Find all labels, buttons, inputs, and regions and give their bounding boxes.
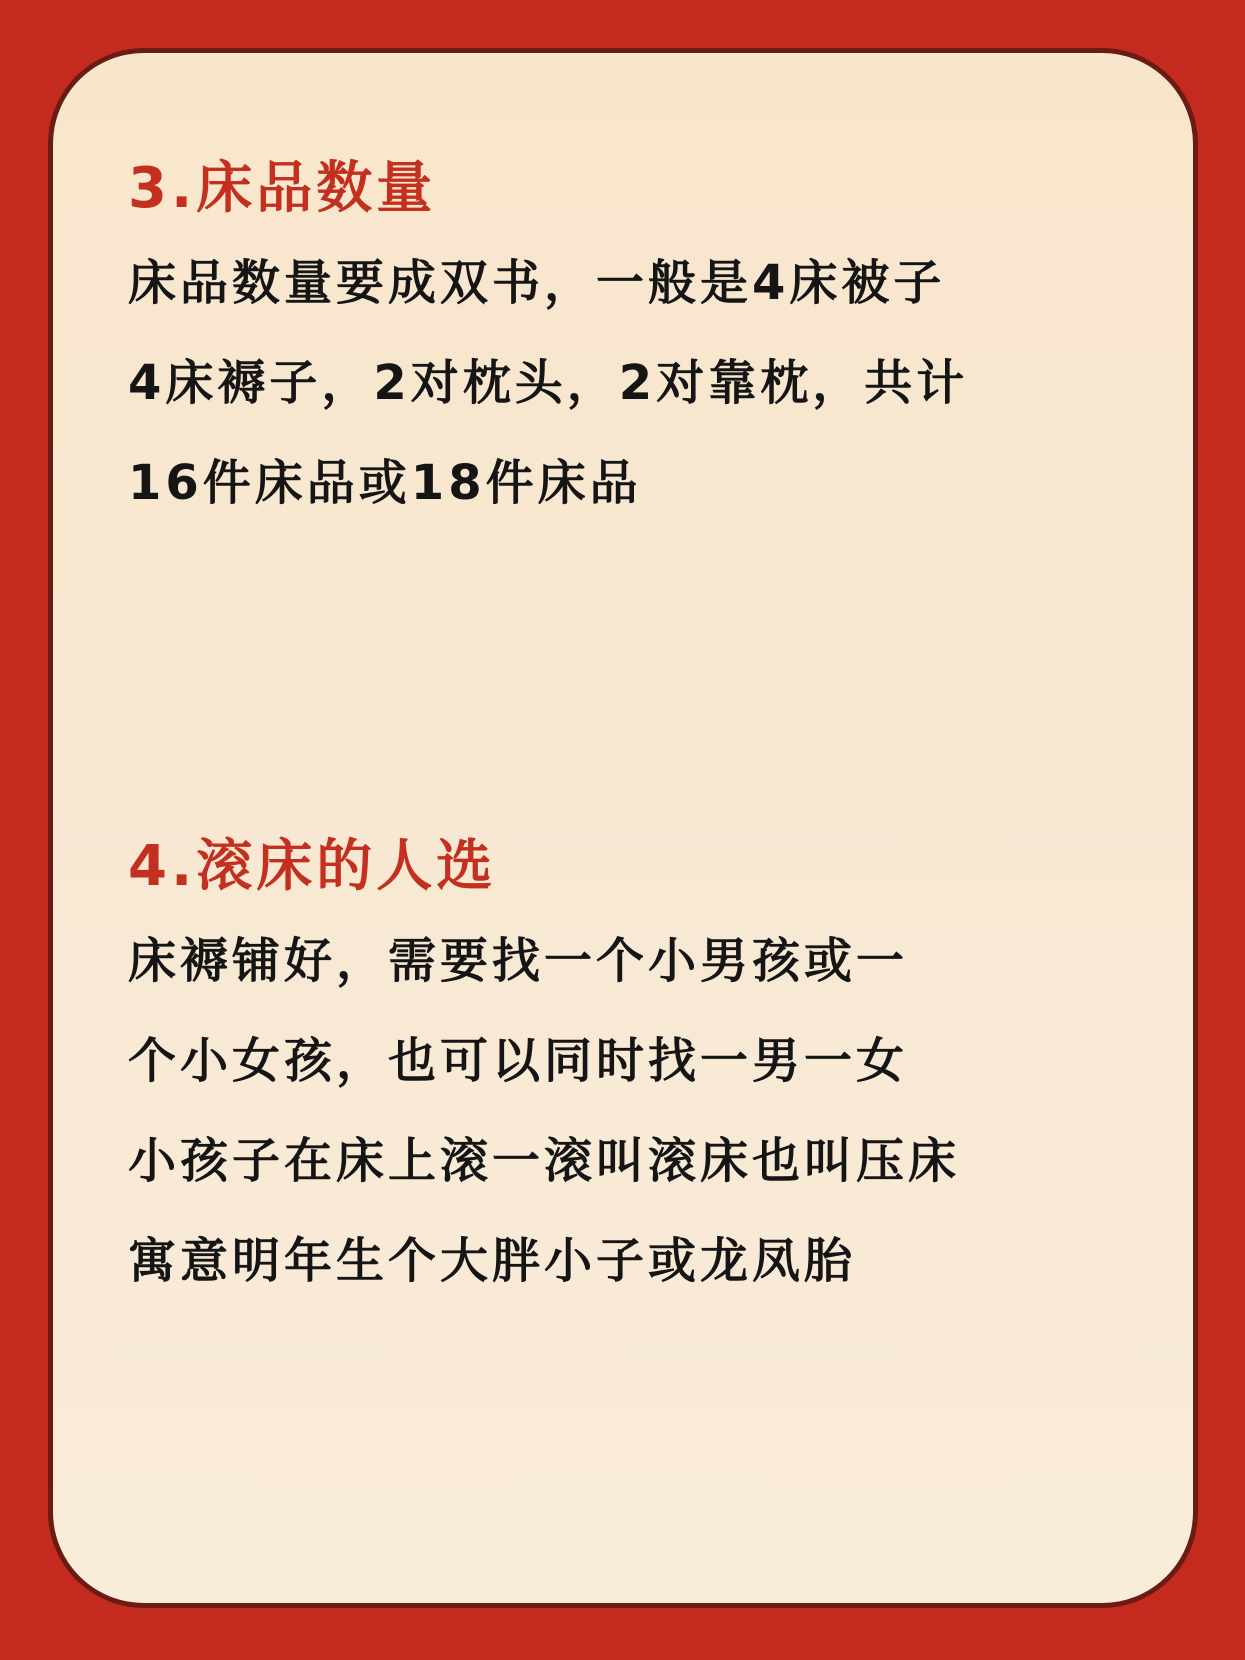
section-bed-rolling-child [128, 831, 1153, 1311]
section-heading: 4.滚床的人选 [128, 834, 497, 899]
body-line: 床褥铺好，需要找一个小男孩或一 [128, 933, 909, 989]
section-body [128, 233, 1153, 533]
body-line: 床品数量要成双书，一般是4床被子 [128, 255, 946, 311]
section-body [128, 911, 1153, 1311]
body-line: 个小女孩，也可以同时找一男一女 [128, 1033, 909, 1089]
section-heading: 3.床品数量 [128, 156, 437, 221]
body-line: 16件床品或18件床品 [128, 455, 642, 511]
section-bedding-quantity [128, 153, 1153, 533]
content-card [48, 48, 1198, 1608]
body-line: 小孩子在床上滚一滚叫滚床也叫压床 [128, 1133, 961, 1189]
body-line: 寓意明年生个大胖小子或龙凤胎 [128, 1233, 857, 1289]
body-line: 4床褥子，2对枕头，2对靠枕，共计 [128, 355, 969, 411]
